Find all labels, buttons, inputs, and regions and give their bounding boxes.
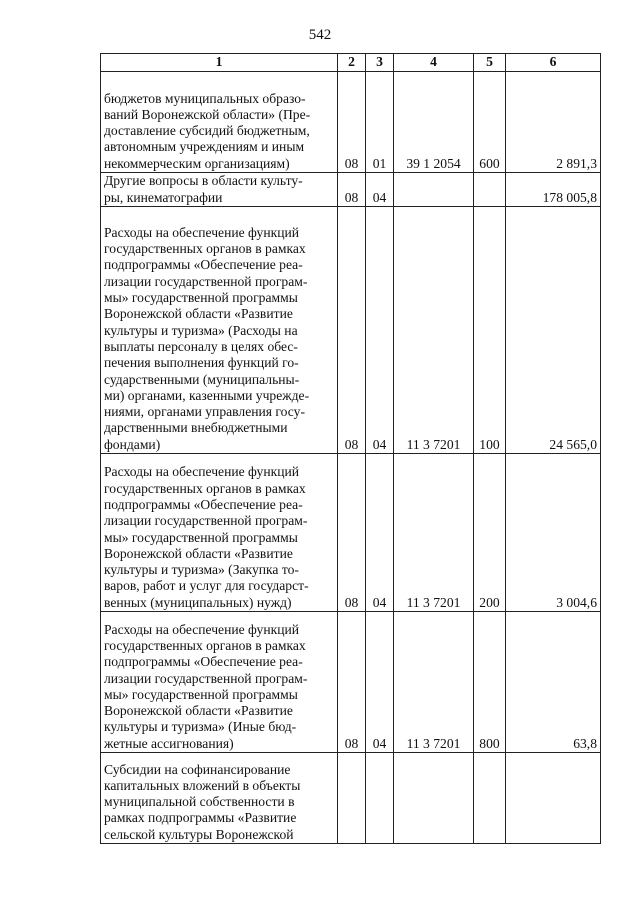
- row-amount: 63,8: [506, 612, 601, 753]
- row-subsection-code: 04: [366, 612, 394, 753]
- row-description: Субсидии на софинансирование капитальных вложений в объекты муниципальной собственности в рамках подпрограммы «Развитие сельской культуры Воронежской: [101, 753, 338, 844]
- row-target-article: [394, 753, 474, 844]
- row-amount: [506, 753, 601, 844]
- row-description: Расходы на обеспечение функций государственных органов в рамках подпрограммы «Обеспечение реа- лизации государственной програм- мы» государственной программы Воронежской области «Развитие культуры и туризма» (Расходы на выплаты персоналу в целях обес- печения выполнения функций го- сударственными (муниципальны- ми) органами, казенными учрежде- ниями, органами управления госу- дарственными внебюджетными фондами): [101, 207, 338, 454]
- column-header-5: 5: [474, 54, 506, 72]
- row-amount: 2 891,3: [506, 72, 601, 173]
- table-row: [101, 753, 601, 844]
- row-description: Расходы на обеспечение функций государственных органов в рамках подпрограммы «Обеспечение реа- лизации государственной програм- мы» государственной программы Воронежской области «Развитие культуры и туризма» (Иные бюд- жетные ассигнования): [101, 612, 338, 753]
- row-target-article: 11 3 7201: [394, 454, 474, 612]
- row-target-article: 11 3 7201: [394, 207, 474, 454]
- table-row: [101, 72, 601, 173]
- row-section-code: 08: [338, 454, 366, 612]
- row-amount: 178 005,8: [506, 173, 601, 207]
- row-expense-type: 800: [474, 612, 506, 753]
- row-subsection-code: 04: [366, 454, 394, 612]
- row-section-code: 08: [338, 612, 366, 753]
- row-subsection-code: 01: [366, 72, 394, 173]
- row-section-code: 08: [338, 173, 366, 207]
- table-body: [101, 72, 601, 844]
- row-subsection-code: 04: [366, 207, 394, 454]
- row-expense-type: 600: [474, 72, 506, 173]
- column-header-1: 1: [101, 54, 338, 72]
- column-header-3: 3: [366, 54, 394, 72]
- table-row: [101, 173, 601, 207]
- table-row: [101, 207, 601, 454]
- table-header: [101, 54, 601, 72]
- row-description: Расходы на обеспечение функций государственных органов в рамках подпрограммы «Обеспечение реа- лизации государственной програм- мы» государственной программы Воронежской области «Развитие культуры и туризма» (Закупка то- варов, работ и услуг для государст- венных (муниципальных) нужд): [101, 454, 338, 612]
- row-expense-type: 200: [474, 454, 506, 612]
- table-row: [101, 454, 601, 612]
- column-header-2: 2: [338, 54, 366, 72]
- row-target-article: [394, 173, 474, 207]
- table-row: [101, 612, 601, 753]
- row-section-code: 08: [338, 207, 366, 454]
- row-section-code: 08: [338, 72, 366, 173]
- page-number: 542: [308, 27, 332, 43]
- row-expense-type: [474, 173, 506, 207]
- column-header-4: 4: [394, 54, 474, 72]
- column-header-6: 6: [506, 54, 601, 72]
- row-target-article: 39 1 2054: [394, 72, 474, 173]
- row-expense-type: 100: [474, 207, 506, 454]
- row-amount: 3 004,6: [506, 454, 601, 612]
- row-section-code: [338, 753, 366, 844]
- row-subsection-code: 04: [366, 173, 394, 207]
- row-target-article: 11 3 7201: [394, 612, 474, 753]
- row-expense-type: [474, 753, 506, 844]
- row-amount: 24 565,0: [506, 207, 601, 454]
- row-description: Другие вопросы в области культу- ры, кинематографии: [101, 173, 338, 207]
- budget-table: [100, 53, 601, 844]
- row-subsection-code: [366, 753, 394, 844]
- header-row: [101, 54, 601, 72]
- row-description: бюджетов муниципальных образо- ваний Воронежской области» (Пре- доставление субсидий бюджетным, автономным учреждениям и иным некоммерческим организациям): [101, 72, 338, 173]
